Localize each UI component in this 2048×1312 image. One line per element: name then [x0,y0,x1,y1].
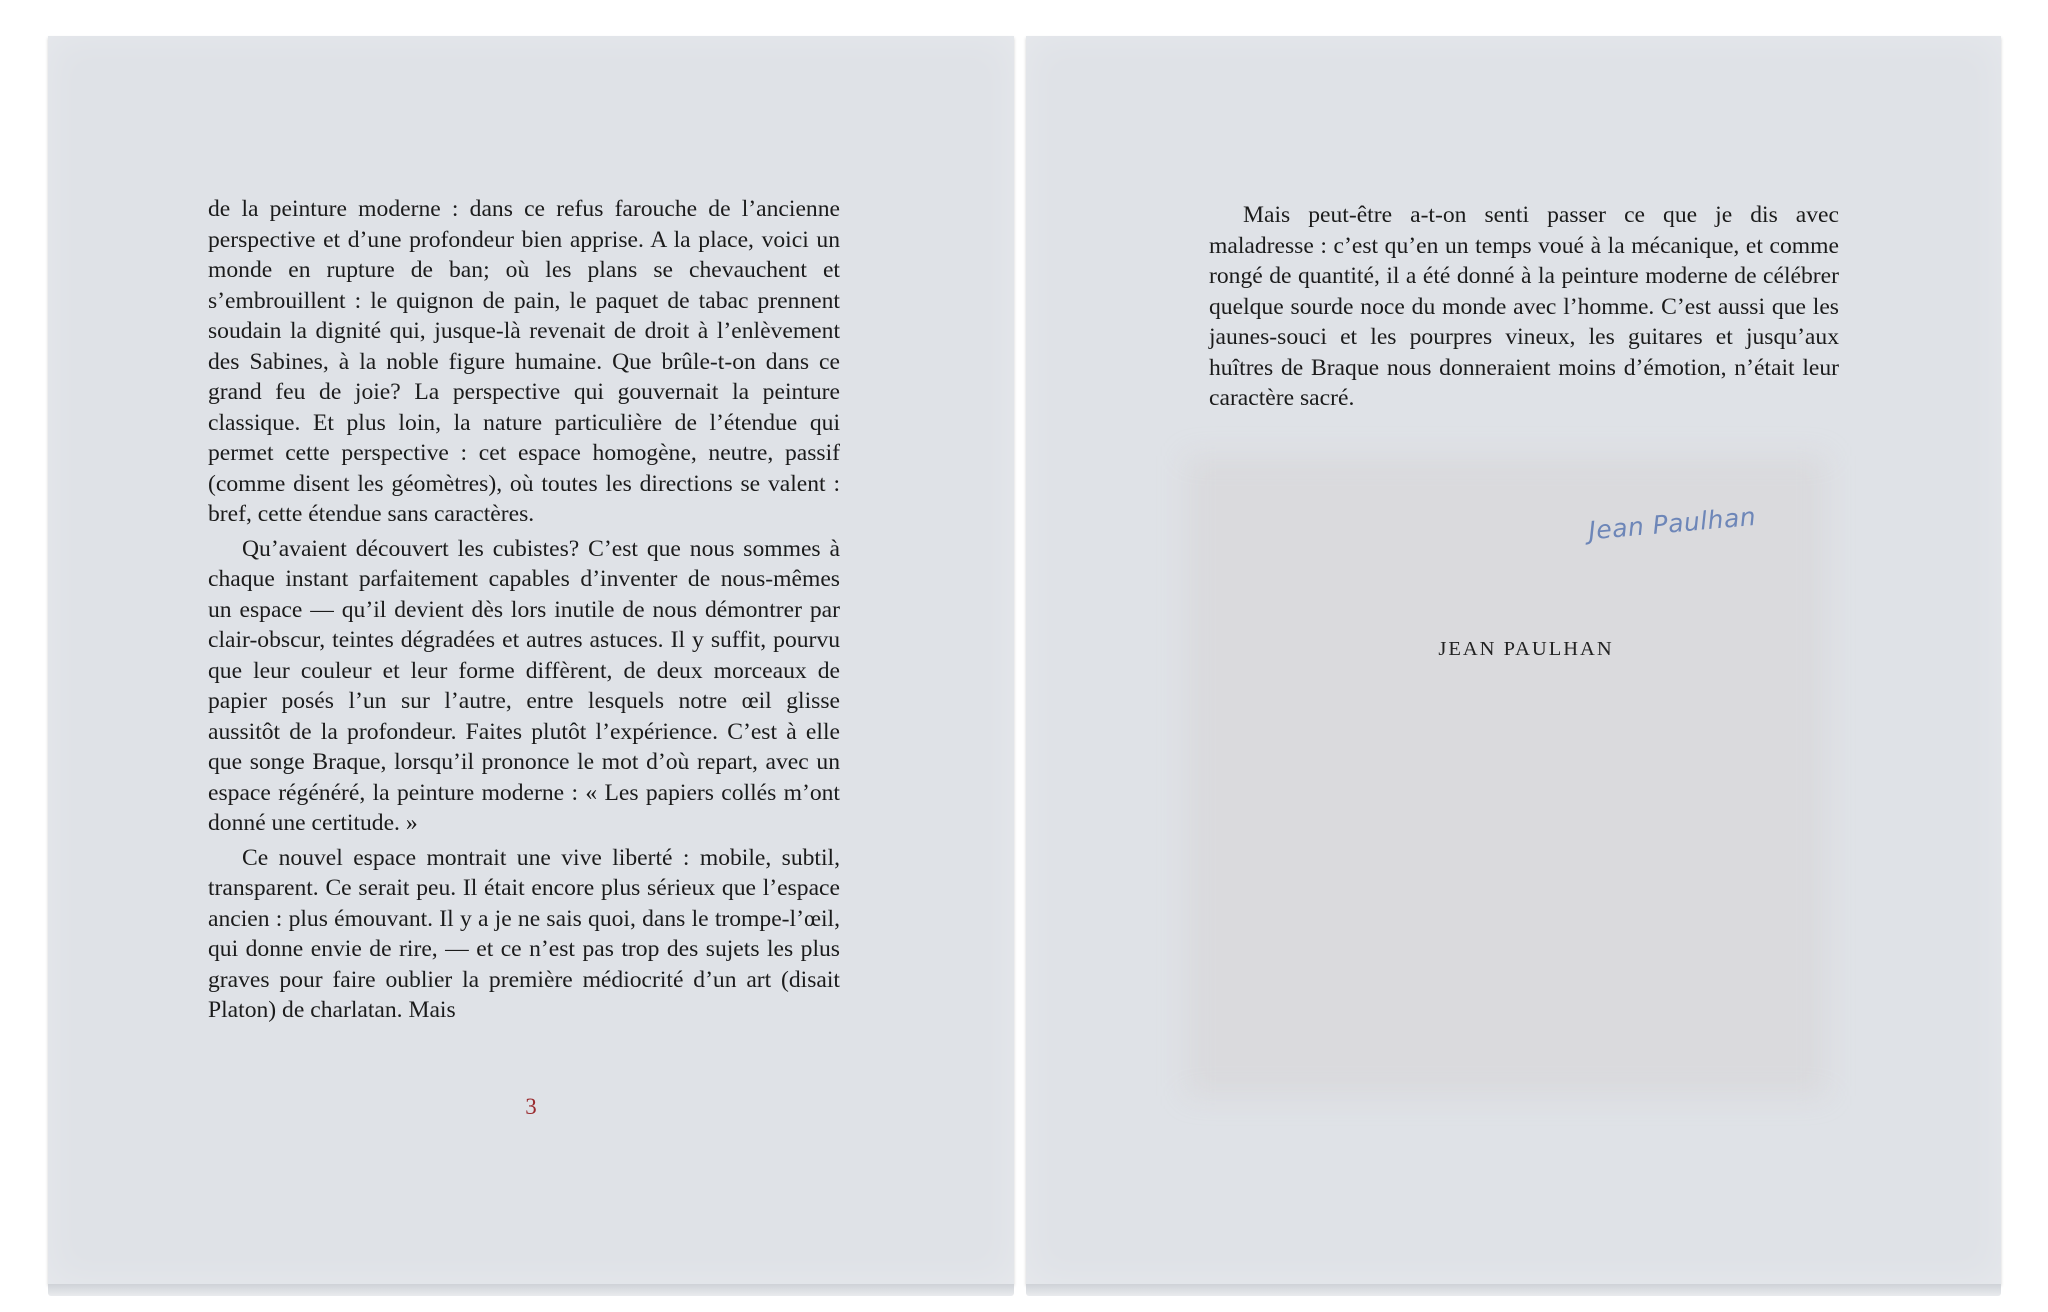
left-paragraph-2: Qu’avaient découvert les cubistes? C’est que nous sommes à chaque instant parfaitement capables d’inventer de nous-mêmes un espace — qu’il devient dès lors inutile de nous démontrer par clair-obscur, teintes dégradées et autres astuces. Il y suffit, pourvu que leur couleur et leur forme diffèrent, de deux morceaux de papier posés l’un sur l’autre, entre lesquels notre œil glisse aussitôt de la profondeur. Faites plutôt l’expérience. C’est à elle que songe Braque, lorsqu’il prononce le mot d’où repart, avec un espace régénéré, la peinture moderne : « Les papiers collés m’ont donné une certitude. » [208,535,840,836]
page-number: 3 [525,1094,537,1119]
left-paragraph-3: Ce nouvel espace montrait une vive liberté : mobile, subtil, transparent. Ce serait peu. Il était encore plus sérieux que l’espace ancien : plus émouvant. Il y a je ne sais quoi, dans le trompe-l’œil, qui donne envie de rire, — et ce n’est pas trop des sujets les plus graves pour faire oublier la première médiocrité d’un art (disait Platon) de charlatan. Mais [208,844,840,1023]
show-through-shadow [1186,456,1826,1096]
author-name: JEAN PAULHAN [1438,638,1614,660]
handwritten-signature: Jean Paulhan [1587,501,1758,546]
right-page [1026,36,2001,1284]
right-paragraph: Mais peut-être a-t-on senti passer ce que je dis avec maladresse : c’est qu’en un temps voué à la mécanique, et comme rongé de quantité, il a été donné à la peinture moderne de célébrer quelque sourde noce du monde avec l’homme. C’est aussi que les jaunes-souci et les pourpres vineux, les guitares et jusqu’aux huîtres de Braque nous donneraient moins d’émotion, n’était leur caractère sacré. [1209,202,1839,411]
right-page-text [1209,200,1839,414]
left-paragraph-1: de la peinture moderne : dans ce refus farouche de l’ancienne perspective et d’une profondeur bien apprise. A la place, voici un monde en rupture de ban; où les plans se chevauchent et s’embrouillent : le quignon de pain, le paquet de tabac prennent soudain la dignité qui, jusque-là revenait de droit à l’enlèvement des Sabines, à la noble figure humaine. Que brûle-t-on dans ce grand feu de joie? La perspective qui gouvernait la peinture classique. Et plus loin, la nature particulière de l’étendue qui permet cette perspective : cet espace homogène, neutre, passif (comme disent les géomètres), où toutes les directions se valent : bref, cette étendue sans caractères. [208,196,840,527]
left-page-text [208,194,840,1026]
left-page [48,36,1014,1284]
